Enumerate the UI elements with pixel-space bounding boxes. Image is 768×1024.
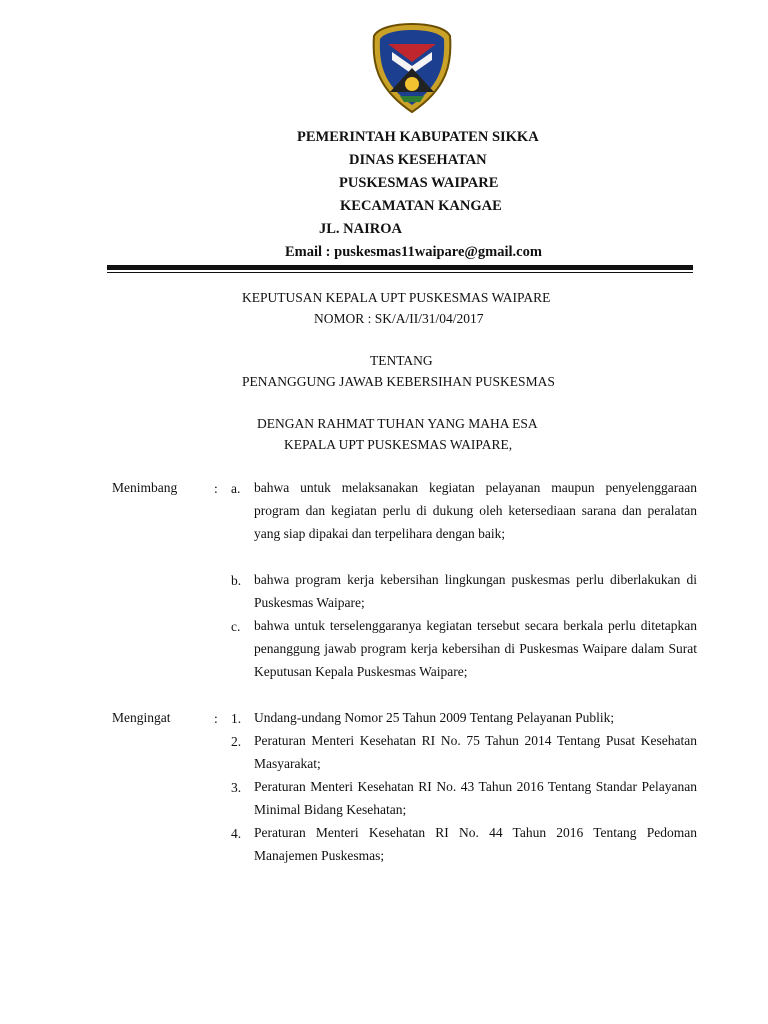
menimbang-item-text: bahwa program kerja kebersihan lingkungan puskesmas perlu diberlakukan di Puskesmas Waipare; xyxy=(254,572,697,610)
decree-title: KEPUTUSAN KEPALA UPT PUSKESMAS WAIPARE xyxy=(242,290,551,305)
decree-invocation: DENGAN RAHMAT TUHAN YANG MAHA ESA xyxy=(257,416,538,431)
menimbang-item-marker: a. xyxy=(231,481,241,496)
mengingat-item-text: Peraturan Menteri Kesehatan RI No. 75 Tahun 2014 Tentang Pusat Kesehatan Masyarakat; xyxy=(254,733,697,771)
menimbang-label: Menimbang xyxy=(112,480,178,495)
decree-about: PENANGGUNG JAWAB KEBERSIHAN PUSKESMAS xyxy=(242,374,555,389)
letterhead-divider-thin xyxy=(107,272,693,273)
mengingat-label: Mengingat xyxy=(112,710,171,725)
mengingat-item-text: Undang-undang Nomor 25 Tahun 2009 Tentang Pelayanan Publik; xyxy=(254,710,615,725)
letterhead-divider xyxy=(107,265,693,270)
letterhead-line-4: KECAMATAN KANGAE xyxy=(340,198,502,214)
letterhead-line-2: DINAS KESEHATAN xyxy=(349,152,487,168)
mengingat-colon: : xyxy=(214,711,218,726)
mengingat-item-marker: 4. xyxy=(231,826,242,841)
decree-number: NOMOR : SK/A/II/31/04/2017 xyxy=(314,311,484,326)
mengingat-item-marker: 2. xyxy=(231,734,242,749)
menimbang-colon: : xyxy=(214,481,218,496)
letterhead-line-3: PUSKESMAS WAIPARE xyxy=(339,175,499,191)
menimbang-item-marker: b. xyxy=(231,573,242,588)
menimbang-item-text: bahwa untuk terselenggaranya kegiatan tersebut secara berkala perlu ditetapkan penanggung jawab program kerja kebersihan di Puskesmas Waipare dalam Surat Keputusan Kepala Puskesmas Waipare; xyxy=(254,618,697,679)
mengingat-item-text: Peraturan Menteri Kesehatan RI No. 43 Tahun 2016 Tentang Standar Pelayanan Minimal Bidang Kesehatan; xyxy=(254,779,697,817)
letterhead-line-1: PEMERINTAH KABUPATEN SIKKA xyxy=(297,129,539,145)
mengingat-item-marker: 3. xyxy=(231,780,242,795)
menimbang-item-text: bahwa untuk melaksanakan kegiatan pelayanan maupun penyelenggaraan program dan kegiatan perlu di dukung oleh ketersediaan sarana dan peralatan yang siap dipakai dan terpelihara dengan baik; xyxy=(254,480,697,541)
mengingat-item-marker: 1. xyxy=(231,711,242,726)
regency-coat-of-arms-logo xyxy=(370,22,454,114)
decree-about-label: TENTANG xyxy=(370,353,433,368)
menimbang-item-marker: c. xyxy=(231,619,241,634)
mengingat-item-text: Peraturan Menteri Kesehatan RI No. 44 Tahun 2016 Tentang Pedoman Manajemen Puskesmas; xyxy=(254,825,697,863)
letterhead-email: Email : puskesmas11waipare@gmail.com xyxy=(285,244,542,260)
letterhead-line-5: JL. NAIROA xyxy=(319,221,402,237)
decree-issuer: KEPALA UPT PUSKESMAS WAIPARE, xyxy=(284,437,513,452)
